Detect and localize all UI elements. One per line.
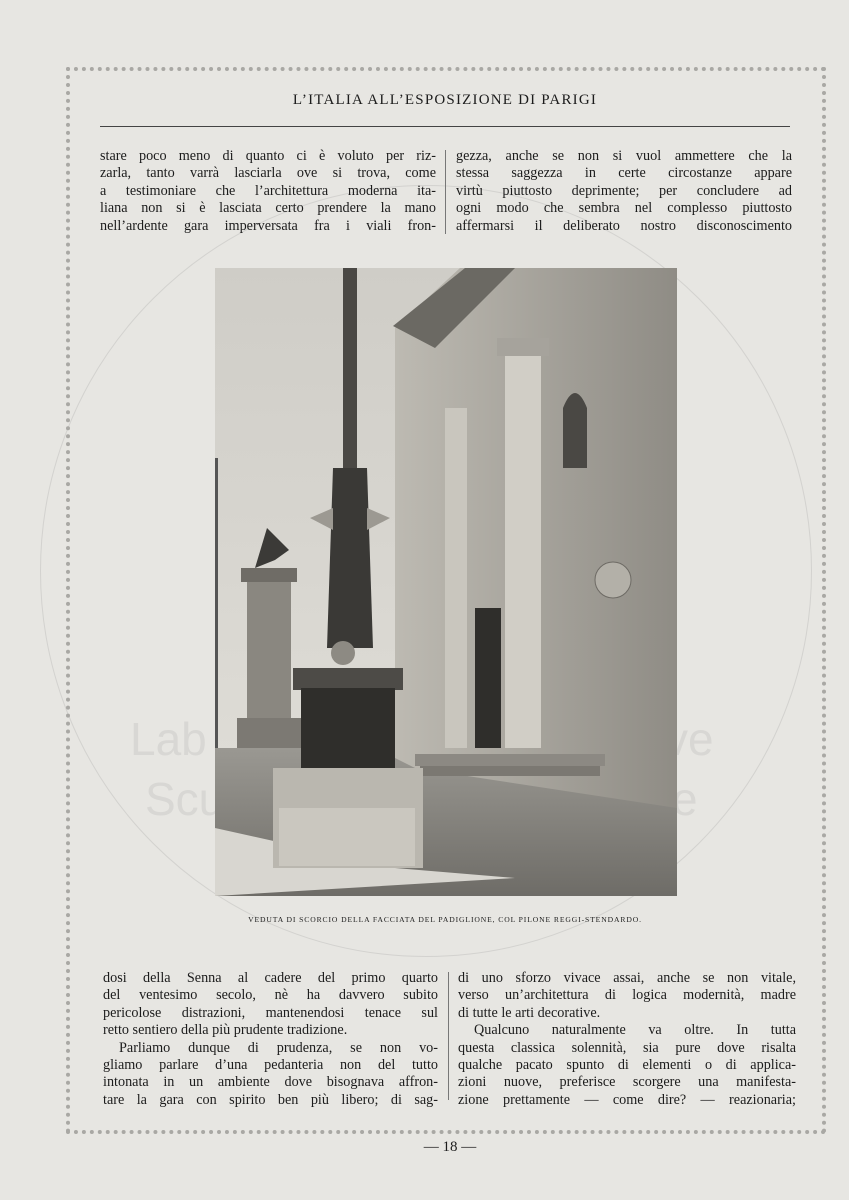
text-line: zione prettamente — come dire? — reazionaria;	[458, 1091, 796, 1108]
header-rule	[100, 126, 790, 127]
photograph-drawing	[215, 268, 677, 896]
column-separator	[448, 972, 449, 1100]
text-line: qualche pacato spunto di elementi o di applica-	[458, 1057, 796, 1074]
watermark-text: ve	[665, 713, 714, 765]
text-line: questa classica solennità, sia pure dove risalta	[458, 1039, 796, 1056]
text-line: pericolose distrazioni, mantenendosi tenace sul	[103, 1004, 438, 1021]
text-line: virtù piuttosto deprimente; per concludere ad	[456, 182, 792, 199]
running-header: L’ITALIA ALL’ESPOSIZIONE DI PARIGI	[292, 92, 598, 108]
text-line: retto sentiero della più prudente tradizione.	[103, 1022, 348, 1039]
text-line: del ventesimo secolo, nè ha davvero subito	[103, 987, 438, 1004]
bottom-right-column	[458, 970, 796, 1109]
text-line: tare la gara con spirito ben più libero; di sag-	[103, 1091, 438, 1108]
text-line: ogni modo che sembra nel complesso piuttosto	[456, 200, 792, 217]
text-line: gezza, anche se non si vuol ammettere che la	[456, 148, 792, 164]
text-line: verso un’architettura di logica modernità, madre	[458, 987, 796, 1004]
watermark-text: Lab	[130, 713, 207, 765]
text-line: dosi della Senna al cadere del primo quarto	[103, 970, 438, 986]
text-line: zioni nuove, preferisce scorgere una manifesta-	[458, 1074, 796, 1091]
top-right-column	[456, 148, 792, 235]
text-line: intonata in un ambiente dove bisognava affron-	[103, 1074, 438, 1091]
text-line: Qualcuno naturalmente va oltre. In tutta	[474, 1022, 796, 1039]
text-line: liana non si è lasciata certo prendere la mano	[100, 200, 436, 217]
text-line: Parliamo dunque di prudenza, se non vo-	[119, 1039, 438, 1056]
text-line: affermarsi il deliberato nostro disconoscimento	[456, 217, 792, 234]
watermark-text: e	[672, 773, 698, 825]
text-line: zarla, tanto varrà lasciarla ove si trova, come	[100, 165, 436, 182]
text-line: di uno sforzo vivace assai, anche se non vitale,	[458, 970, 796, 986]
text-line: gliamo parlare d’una pedanteria non del tutto	[103, 1057, 438, 1074]
page-number: — 18 —	[423, 1139, 477, 1155]
text-line: stare poco meno di quanto ci è voluto per riz-	[100, 148, 436, 164]
pavilion-photograph	[215, 268, 677, 896]
bottom-left-column	[103, 970, 438, 1109]
watermark-text: Scu	[145, 773, 225, 825]
text-line: a testimoniare che l’architettura moderna ita-	[100, 182, 436, 199]
column-separator	[445, 150, 446, 234]
figure-caption: VEDUTA DI SCORCIO DELLA FACCIATA DEL PADIGLIONE, COL PILONE REGGI-STENDARDO.	[248, 915, 642, 924]
text-line: di tutte le arti decorative.	[458, 1004, 601, 1021]
text-line: nell’ardente gara imperversata fra i viali fron-	[100, 217, 436, 234]
top-left-column	[100, 148, 436, 235]
text-line: stessa saggezza in certe circostanze appare	[456, 165, 792, 182]
